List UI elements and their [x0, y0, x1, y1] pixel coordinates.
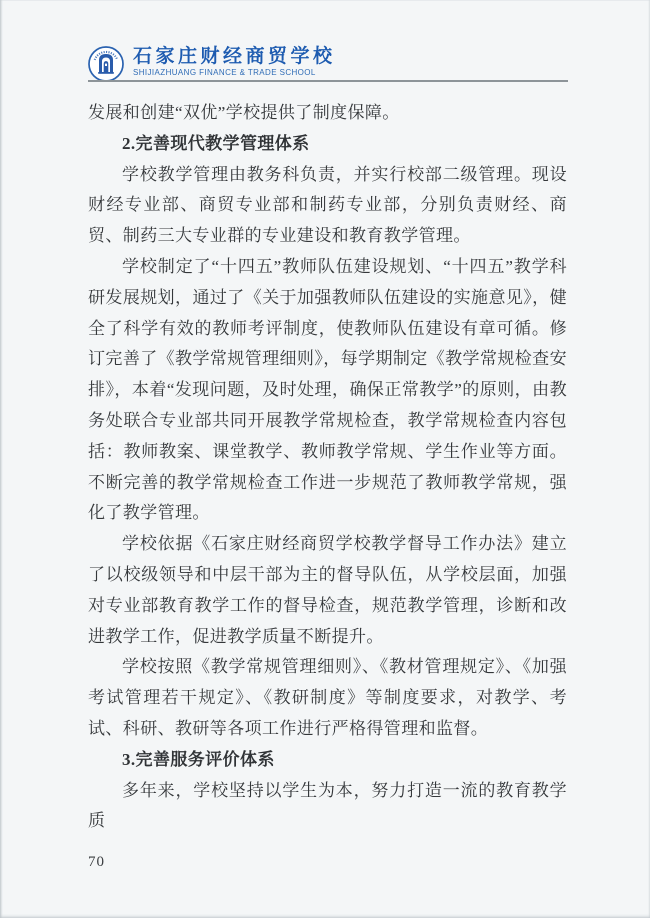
school-name: 石家庄财经商贸学校 [133, 46, 336, 67]
school-name-english: SHIJIAZHUANG FINANCE & TRADE SCHOOL [133, 68, 316, 77]
paragraph: 多年来，学校坚持以学生为本，努力打造一流的教育教学质 [88, 780, 567, 831]
brand-text [133, 47, 336, 77]
paragraph: 学校依据《石家庄财经商贸学校教学督导工作办法》建立了以校级领导和中层干部为主的督导队伍，从学校层面，加强对专业部教育教学工作的督导检查，规范教学管理，诊断和改进教学工作，促进教学质量不断提升。 [88, 534, 567, 646]
document-body [88, 98, 567, 837]
school-emblem-icon [88, 46, 124, 82]
letterhead-rule [88, 80, 568, 82]
page-number: 70 [88, 854, 105, 870]
section-heading: 3.完善服务评价体系 [122, 749, 275, 769]
paragraph: 发展和创建“双优”学校提供了制度保障。 [88, 103, 400, 122]
letterhead [88, 44, 568, 84]
paragraph: 学校教学管理由教务科负责，并实行校部二级管理。现设财经专业部、商贸专业部和制药专业部，分别负责财经、商贸、制药三大专业群的专业建设和教育教学管理。 [88, 164, 567, 246]
paragraph: 学校按照《教学常规管理细则》、《教材管理规定》、《加强考试管理若干规定》、《教研制度》等制度要求，对教学、考试、科研、教研等各项工作进行严格得管理和监督。 [88, 657, 567, 738]
section-heading: 2.完善现代教学管理体系 [122, 133, 310, 153]
paragraph: 学校制定了“十四五”教师队伍建设规划、“十四五”教学科研发展规划，通过了《关于加强教师队伍建设的实施意见》，健全了科学有效的教师考评制度，使教师队伍建设有章可循。修订完善了《教学常规管理细则》，每学期制定《教学常规检查安排》，本着“发现问题，及时处理，确保正常教学”的原则，由教务处联合专业部共同开展教学常规检查，教学常规检查内容包括：教师教案、课堂教学、教师教学常规、学生作业等方面。不断完善的教学常规检查工作进一步规范了教师教学常规，强化了教学管理。 [88, 256, 567, 523]
